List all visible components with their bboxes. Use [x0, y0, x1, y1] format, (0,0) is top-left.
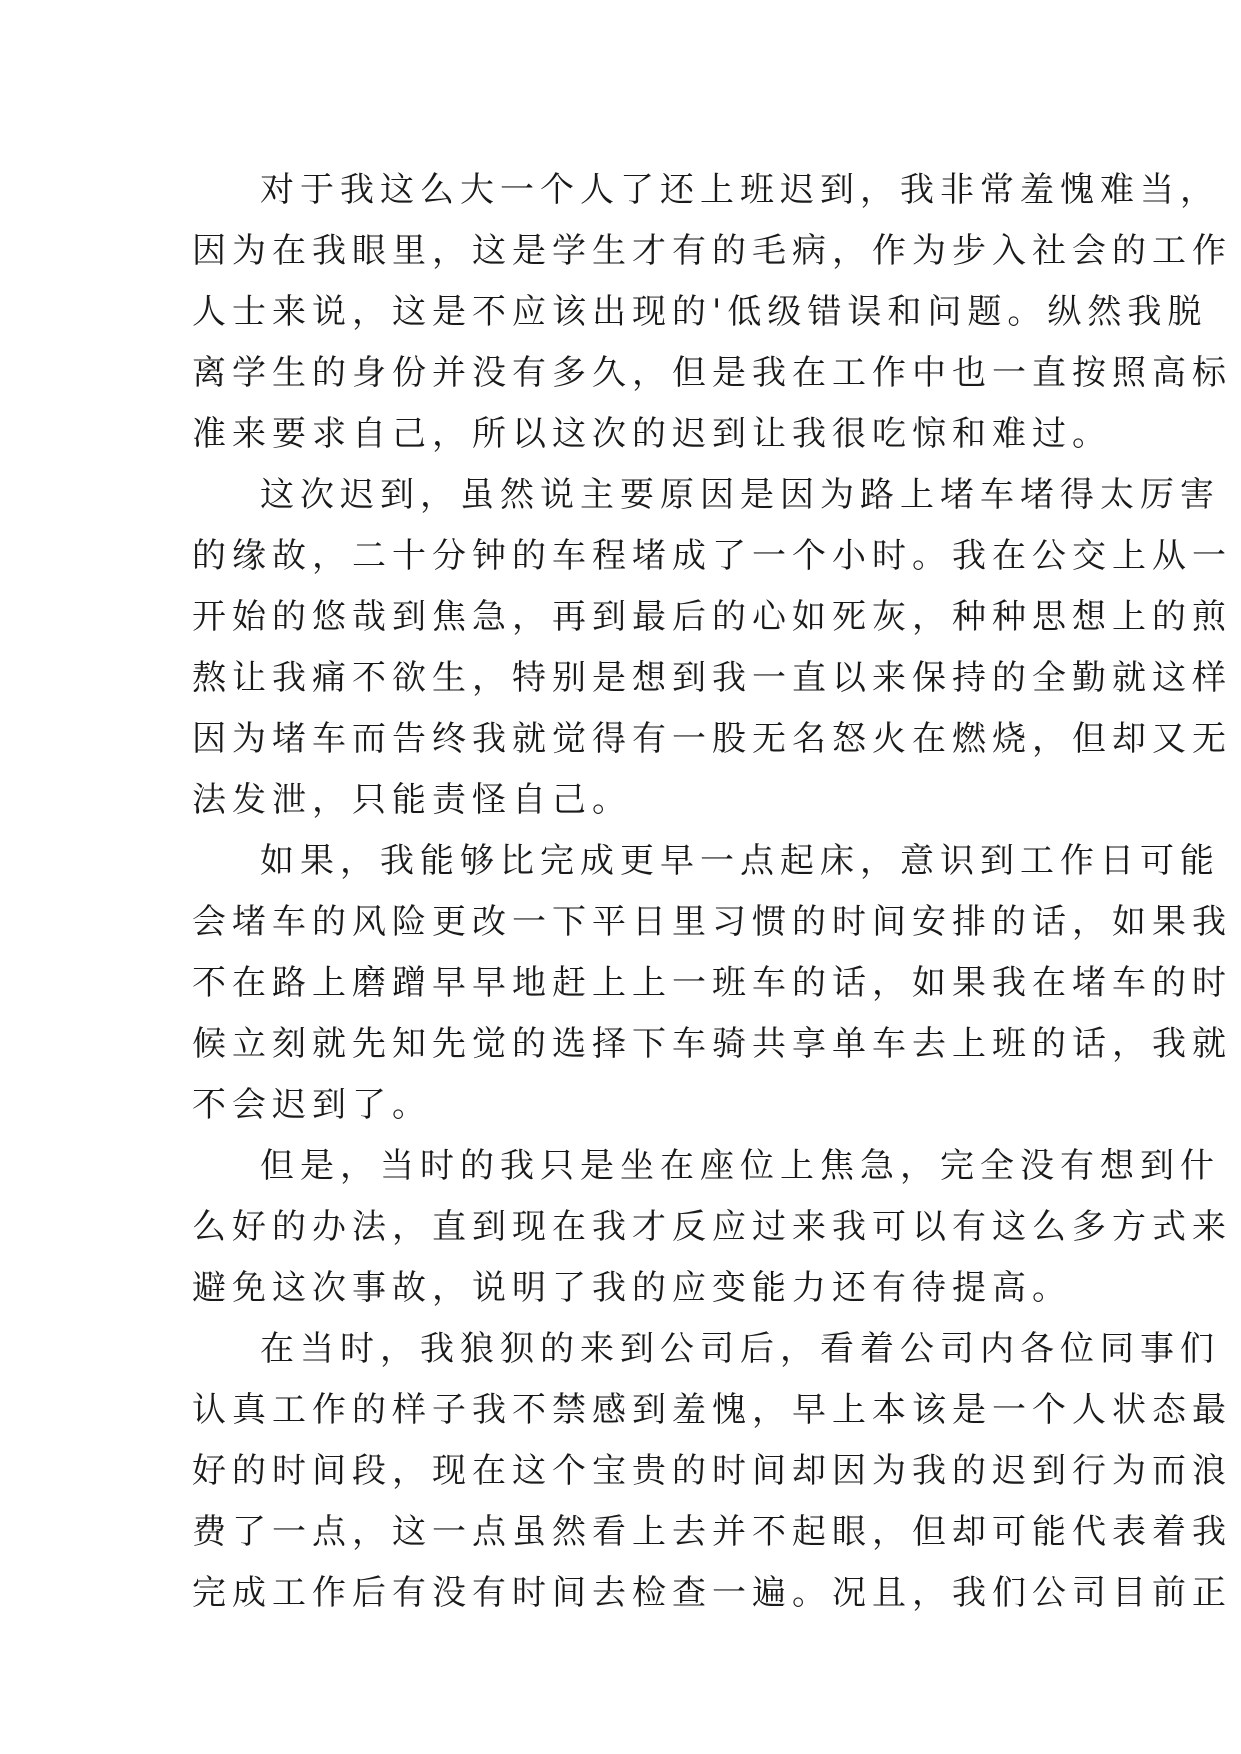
text-line: 对于我这么大一个人了还上班迟到，我非常羞愧难当， — [260, 170, 1220, 210]
text-line: 会堵车的风险更改一下平日里习惯的时间安排的话，如果我 — [192, 902, 1232, 942]
text-line: 的缘故，二十分钟的车程堵成了一个小时。我在公交上从一 — [192, 536, 1232, 576]
text-line: 在当时，我狼狈的来到公司后，看着公司内各位同事们 — [260, 1329, 1220, 1369]
text-line: 熬让我痛不欲生，特别是想到我一直以来保持的全勤就这样 — [192, 658, 1232, 698]
text-line: 离学生的身份并没有多久，但是我在工作中也一直按照高标 — [192, 353, 1232, 393]
text-line: 这次迟到，虽然说主要原因是因为路上堵车堵得太厉害 — [260, 475, 1220, 515]
text-line: 么好的办法，直到现在我才反应过来我可以有这么多方式来 — [192, 1207, 1232, 1247]
text-line: 认真工作的样子我不禁感到羞愧，早上本该是一个人状态最 — [192, 1390, 1232, 1430]
text-line: 人士来说，这是不应该出现的'低级错误和问题。纵然我脱 — [192, 292, 1208, 332]
text-line: 如果，我能够比完成更早一点起床，意识到工作日可能 — [260, 841, 1220, 881]
text-line: 因为堵车而告终我就觉得有一股无名怒火在燃烧，但却又无 — [192, 719, 1232, 759]
text-line: 候立刻就先知先觉的选择下车骑共享单车去上班的话，我就 — [192, 1024, 1232, 1064]
text-line: 完成工作后有没有时间去检查一遍。况且，我们公司目前正 — [192, 1573, 1232, 1613]
text-line: 不在路上磨蹭早早地赶上上一班车的话，如果我在堵车的时 — [192, 963, 1232, 1003]
text-line: 开始的悠哉到焦急，再到最后的心如死灰，种种思想上的煎 — [192, 597, 1232, 637]
document-body — [192, 160, 1232, 1624]
text-line: 费了一点，这一点虽然看上去并不起眼，但却可能代表着我 — [192, 1512, 1232, 1552]
text-line: 不会迟到了。 — [192, 1085, 432, 1125]
text-line: 法发泄，只能责怪自己。 — [192, 780, 632, 820]
text-line: 避免这次事故，说明了我的应变能力还有待提高。 — [192, 1268, 1072, 1308]
text-line: 但是，当时的我只是坐在座位上焦急，完全没有想到什 — [260, 1146, 1220, 1186]
text-line: 因为在我眼里，这是学生才有的毛病，作为步入社会的工作 — [192, 231, 1232, 271]
text-line: 好的时间段，现在这个宝贵的时间却因为我的迟到行为而浪 — [192, 1451, 1232, 1491]
text-line: 准来要求自己，所以这次的迟到让我很吃惊和难过。 — [192, 414, 1112, 454]
